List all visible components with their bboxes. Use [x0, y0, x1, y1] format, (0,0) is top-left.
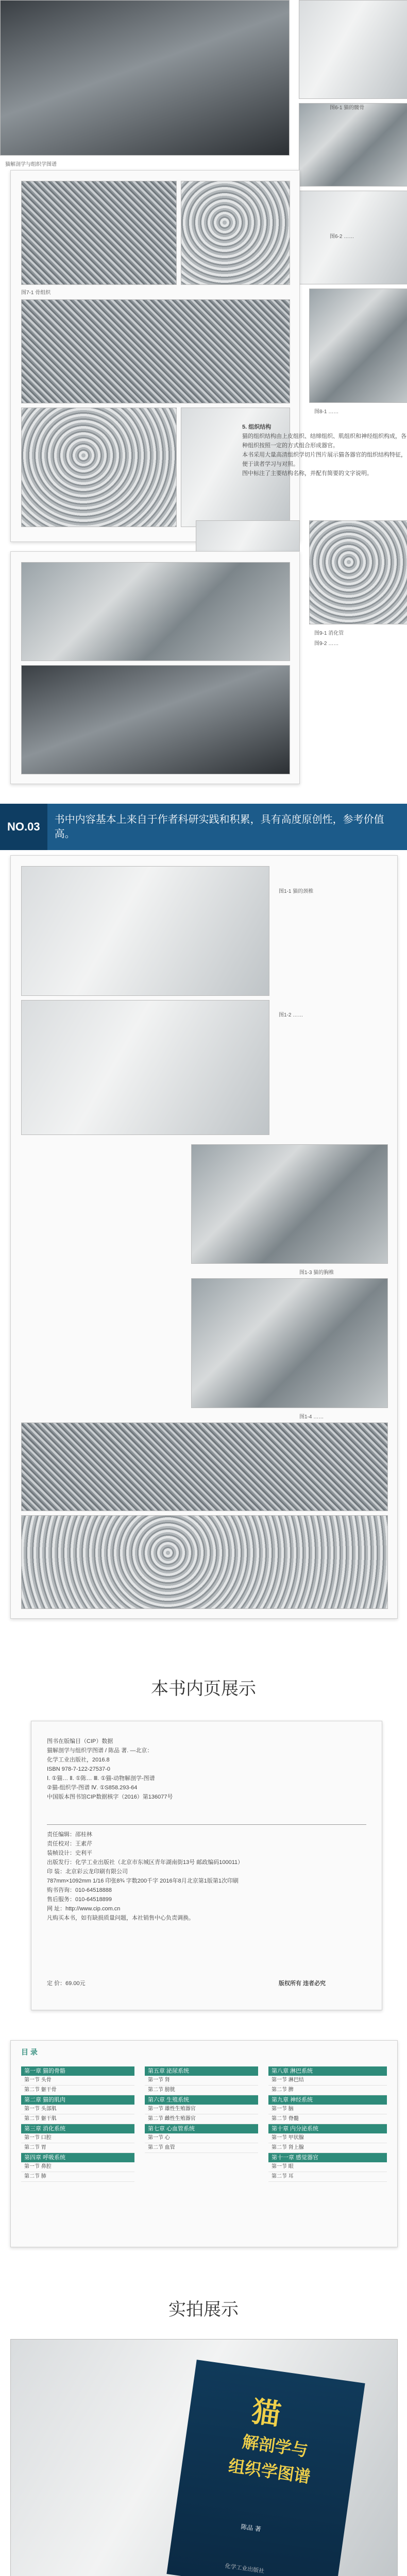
toc-left-11[interactable]: 第二节 肺	[21, 2172, 134, 2182]
text-line-2: 本书采用大量高清组织学切片图片展示猫各器官的组织结构特征，便于读者学习与对照。	[242, 452, 406, 467]
copyright-page	[31, 1721, 382, 2010]
photo-vertebra-2	[21, 1000, 269, 1135]
page-header-label: 猫解剖学与组织学图谱	[5, 162, 57, 167]
photo-tissue-1	[181, 181, 290, 285]
bone-caption-2: 图1-2 ……	[279, 1012, 303, 1018]
toc-mid-3[interactable]: 第六章 生殖系统	[145, 2095, 258, 2105]
toc-left-8[interactable]: 第二节 胃	[21, 2143, 134, 2153]
detail-9: 网 址：http://www.cip.com.cn	[47, 1906, 121, 1912]
caption-3: 图7-1 骨组织	[21, 290, 51, 296]
detail-2: 责任校对：王素芹	[47, 1841, 92, 1847]
photo-organ-4	[21, 665, 290, 774]
toc-col-right	[268, 2066, 387, 2182]
toc-col-mid	[145, 2066, 258, 2153]
toc-left-6[interactable]: 第三章 消化系统	[21, 2124, 134, 2133]
caption-5: 图9-1 消化管	[314, 631, 344, 636]
top-gallery	[0, 0, 407, 788]
toc-left-9[interactable]: 第四章 呼吸系统	[21, 2153, 134, 2162]
detail-4: 出版发行：化学工业出版社（北京市东城区青年湖南街13号 邮政编码100011）	[47, 1859, 244, 1866]
cover-title-1b: 解剖学与	[241, 2432, 309, 2460]
photo-right-3	[309, 289, 407, 403]
bone-caption-1: 图1-1 猫的颈椎	[279, 889, 314, 894]
photo-organ-2	[309, 520, 407, 624]
cip-line-6: ②猫-组织学-图谱 Ⅳ. ①S858.293-64	[47, 1785, 138, 1791]
cover-publisher-1: 化学工业出版社	[224, 2563, 265, 2575]
toc-left-3[interactable]: 第二章 猫的肌肉	[21, 2095, 134, 2105]
toc-title: 目 录	[21, 2048, 38, 2056]
toc-right-7[interactable]: 第一节 甲状腺	[268, 2133, 387, 2143]
toc-right-10[interactable]: 第一节 眼	[268, 2162, 387, 2172]
detail-7: 购书咨询：010-64518888	[47, 1887, 112, 1893]
toc-left-7[interactable]: 第一节 口腔	[21, 2133, 134, 2143]
toc-mid-2[interactable]: 第二节 膀胱	[145, 2086, 258, 2095]
toc-right-1[interactable]: 第一节 淋巴结	[268, 2076, 387, 2086]
toc-right-3[interactable]: 第九章 神经系统	[268, 2095, 387, 2105]
cip-line-2: 猫解剖学与组织学图谱 / 陈品 著. —北京：	[47, 1748, 153, 1754]
detail-10: 凡购买本书，如有缺损质量问题，本社销售中心负责调换。	[47, 1915, 194, 1921]
bone-caption-3: 图1-3 猫的胸椎	[299, 1270, 334, 1276]
rights-label: 版权所有 违者必究	[279, 1980, 326, 1987]
toc-mid-1[interactable]: 第一节 肾	[145, 2076, 258, 2086]
toc-right-2[interactable]: 第二节 脾	[268, 2086, 387, 2095]
caption-1: 图6-1 猫的髋骨	[330, 105, 365, 111]
photo-skeleton	[0, 0, 290, 156]
detail-1: 责任编辑：邵桂林	[47, 1832, 92, 1838]
cover-author-1: 陈品 著	[240, 2523, 262, 2533]
cover-title-1a: 猫	[249, 2395, 283, 2431]
toc-left-1[interactable]: 第一节 头骨	[21, 2076, 134, 2086]
cip-block	[47, 1737, 366, 1802]
toc-right-8[interactable]: 第二节 肾上腺	[268, 2143, 387, 2153]
toc-left-2[interactable]: 第二节 躯干骨	[21, 2086, 134, 2095]
toc-right-4[interactable]: 第一节 脑	[268, 2105, 387, 2114]
bone-caption-4: 图1-4 ……	[299, 1414, 324, 1420]
photo-histology-1	[21, 1422, 388, 1511]
photo-vertebra-3	[191, 1144, 388, 1264]
toc-mid-6[interactable]: 第七章 心血管系统	[145, 2124, 258, 2133]
banner-text: 书中内容基本上来自于作者科研实践和积累，具有高度原创性，参考价值高。	[54, 814, 384, 840]
feature-banner	[0, 804, 407, 850]
inner-page-3	[10, 855, 398, 1619]
cip-line-7: 中国版本图书馆CIP数据核字（2016）第136077号	[47, 1794, 173, 1800]
pub-details	[47, 1824, 366, 1923]
photo-vertebra-1	[21, 866, 269, 996]
toc-mid-7[interactable]: 第一节 心	[145, 2133, 258, 2143]
toc-right-11[interactable]: 第二节 耳	[268, 2172, 387, 2182]
caption-6: 图9-2 ……	[314, 641, 339, 647]
toc-right-0[interactable]: 第八章 淋巴系统	[268, 2066, 387, 2076]
photo-organ-3	[21, 562, 290, 661]
caption-2: 图6-2 ……	[330, 234, 354, 240]
toc-right-5[interactable]: 第二节 脊髓	[268, 2114, 387, 2124]
divider-inner	[0, 1654, 407, 1705]
toc-page	[10, 2040, 398, 2247]
real-photo-1	[10, 2339, 398, 2576]
cover-title-1c: 组织学图谱	[227, 2456, 312, 2486]
toc-right-6[interactable]: 第十章 内分泌系统	[268, 2124, 387, 2133]
toc-right-9[interactable]: 第十一章 感觉器官	[268, 2153, 387, 2162]
banner-number: NO.03	[0, 804, 47, 850]
photo-tissue-2	[21, 408, 177, 527]
price-label: 定 价：69.00元	[47, 1980, 86, 1987]
toc-left-5[interactable]: 第二节 躯干肌	[21, 2114, 134, 2124]
inner-page-2	[10, 551, 300, 784]
detail-6: 787mm×1092mm 1/16 印张8¾ 字数200千字 2016年8月北京第1版第1次印刷	[47, 1878, 239, 1884]
cip-line-3: 化学工业出版社，2016.8	[47, 1757, 110, 1763]
toc-mid-4[interactable]: 第一节 雄性生殖器官	[145, 2105, 258, 2114]
photo-histology-2	[21, 1515, 388, 1609]
photo-skull	[299, 0, 407, 99]
divider-real	[0, 2272, 407, 2329]
caption-4: 图8-1 ……	[314, 409, 339, 415]
text-heading: 5. 组织结构	[242, 424, 272, 430]
detail-8: 售后服务：010-64518899	[47, 1896, 112, 1903]
detail-3: 装帧设计：史利平	[47, 1850, 92, 1856]
toc-left-4[interactable]: 第一节 头部肌	[21, 2105, 134, 2114]
cip-line-4: ISBN 978-7-122-27537-0	[47, 1766, 110, 1772]
photo-texture-1	[21, 181, 177, 285]
cip-line-1: 图书在版编目（CIP）数据	[47, 1738, 113, 1744]
toc-col-left	[21, 2066, 134, 2182]
toc-mid-5[interactable]: 第二节 雌性生殖器官	[145, 2114, 258, 2124]
toc-left-10[interactable]: 第一节 鼻腔	[21, 2162, 134, 2172]
book-cover-1	[166, 2360, 365, 2576]
toc-mid-8[interactable]: 第二节 血管	[145, 2143, 258, 2153]
toc-left-0[interactable]: 第一章 猫的骨骼	[21, 2066, 134, 2076]
photo-bone-1	[299, 103, 407, 187]
section-title-real: 实拍展示	[168, 2300, 239, 2319]
cip-line-5: Ⅰ. ①猫… Ⅱ. ①陈… Ⅲ. ①猫-动物解剖学-图谱	[47, 1775, 155, 1782]
text-block	[242, 422, 407, 515]
toc-mid-0[interactable]: 第五章 泌尿系统	[145, 2066, 258, 2076]
text-line-3: 图中标注了主要结构名称，并配有简要的文字说明。	[242, 470, 372, 477]
text-line-1: 猫的组织结构由上皮组织、结缔组织、肌组织和神经组织构成，各种组织按照一定的方式组合形成器官。	[242, 433, 406, 449]
photo-vertebra-4	[191, 1278, 388, 1408]
section-title-inner: 本书内页展示	[151, 1679, 256, 1699]
photo-texture-2	[21, 299, 290, 403]
detail-5: 印 装：北京彩云龙印刷有限公司	[47, 1869, 128, 1875]
